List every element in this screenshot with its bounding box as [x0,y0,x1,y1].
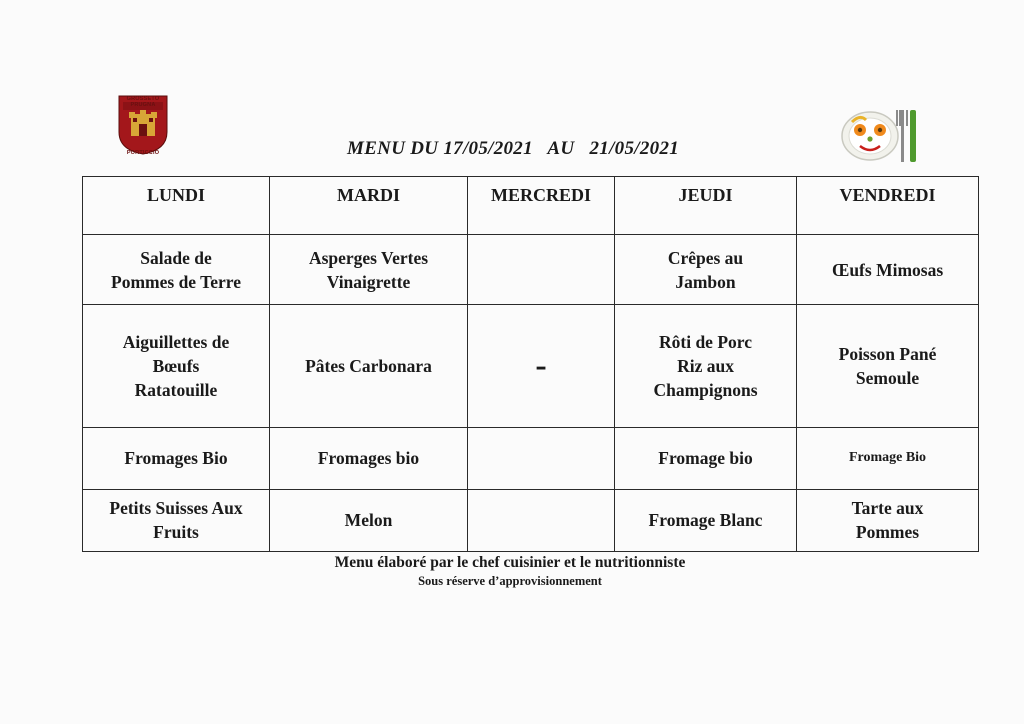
day-header-tuesday: MARDI [270,177,468,235]
menu-cell [83,427,270,489]
dish-line: Poisson Pané [838,343,937,364]
crest-bottom-text: PORTICCIO [126,150,160,156]
dish-line: Pommes de Terre [111,271,241,292]
menu-cell [468,305,615,427]
dish-line: Aiguillettes de [122,331,230,352]
menu-cell [270,427,468,489]
days-header-row [83,177,979,235]
day-header-thursday: JEUDI [615,177,797,235]
plate-face-logo [830,104,920,166]
no-meal-dash: - [535,346,547,384]
menu-cell-empty [468,427,615,489]
starter-row [83,235,979,305]
menu-cell [270,489,468,551]
dish-line: Vinaigrette [326,271,411,292]
menu-cell [615,489,797,551]
dish-line: Salade de [140,247,212,268]
footer-supply-note: Sous réserve d’approvisionnement [418,574,602,588]
dish-line: Œufs Mimosas [831,259,944,280]
menu-cell [797,235,979,305]
weekly-menu-table [82,176,979,552]
day-header-monday: LUNDI [83,177,270,235]
dish-line: Semoule [855,367,920,388]
dish-line: Pâtes Carbonara [305,355,432,376]
menu-cell-empty [468,235,615,305]
menu-cell [270,235,468,305]
dish-line: Champignons [653,379,758,400]
menu-footer [200,553,820,590]
menu-cell [270,305,468,427]
dish-line: Fromages bio [317,448,420,469]
dish-line: Petits Suisses Aux [109,498,243,519]
menu-cell [615,235,797,305]
dish-line: Bœufs [152,355,200,376]
menu-cell [797,305,979,427]
dish-line: Crêpes au [667,247,744,268]
dish-line: Rôti de Porc [659,331,752,352]
dish-line: Fromages Bio [124,448,228,469]
crest-top-text: GROSSETO PRUGNA [126,96,160,108]
menu-cell [83,305,270,427]
dish-line: Fruits [153,522,199,543]
dish-line: Fromage Blanc [648,510,763,531]
dish-line: Riz aux [677,355,734,376]
menu-cell-empty [468,489,615,551]
menu-cell [83,489,270,551]
menu-cell [797,489,979,551]
main-course-row [83,305,979,427]
cheese-row [83,427,979,489]
dish-line: Tarte aux [851,498,924,519]
dish-line: Fromage bio [658,448,753,469]
dish-line: Asperges Vertes [308,247,429,268]
menu-cell [615,305,797,427]
day-header-wednesday: MERCREDI [468,177,615,235]
menu-cell [615,427,797,489]
day-header-friday: VENDREDI [797,177,979,235]
dish-line: Melon [344,510,393,531]
town-crest-logo [117,94,169,156]
dish-line: Jambon [675,271,736,292]
menu-cell [797,427,979,489]
dish-line: Fromage Bio [848,450,927,466]
dessert-row [83,489,979,551]
menu-cell [83,235,270,305]
menu-title: MENU DU 17/05/2021 AU 21/05/2021 [347,138,680,159]
dish-line: Pommes [855,522,920,543]
footer-chef-note: Menu élaboré par le chef cuisinier et le nutritionniste [334,554,686,571]
plate-face-icon [830,104,920,166]
dish-line: Ratatouille [134,379,218,400]
